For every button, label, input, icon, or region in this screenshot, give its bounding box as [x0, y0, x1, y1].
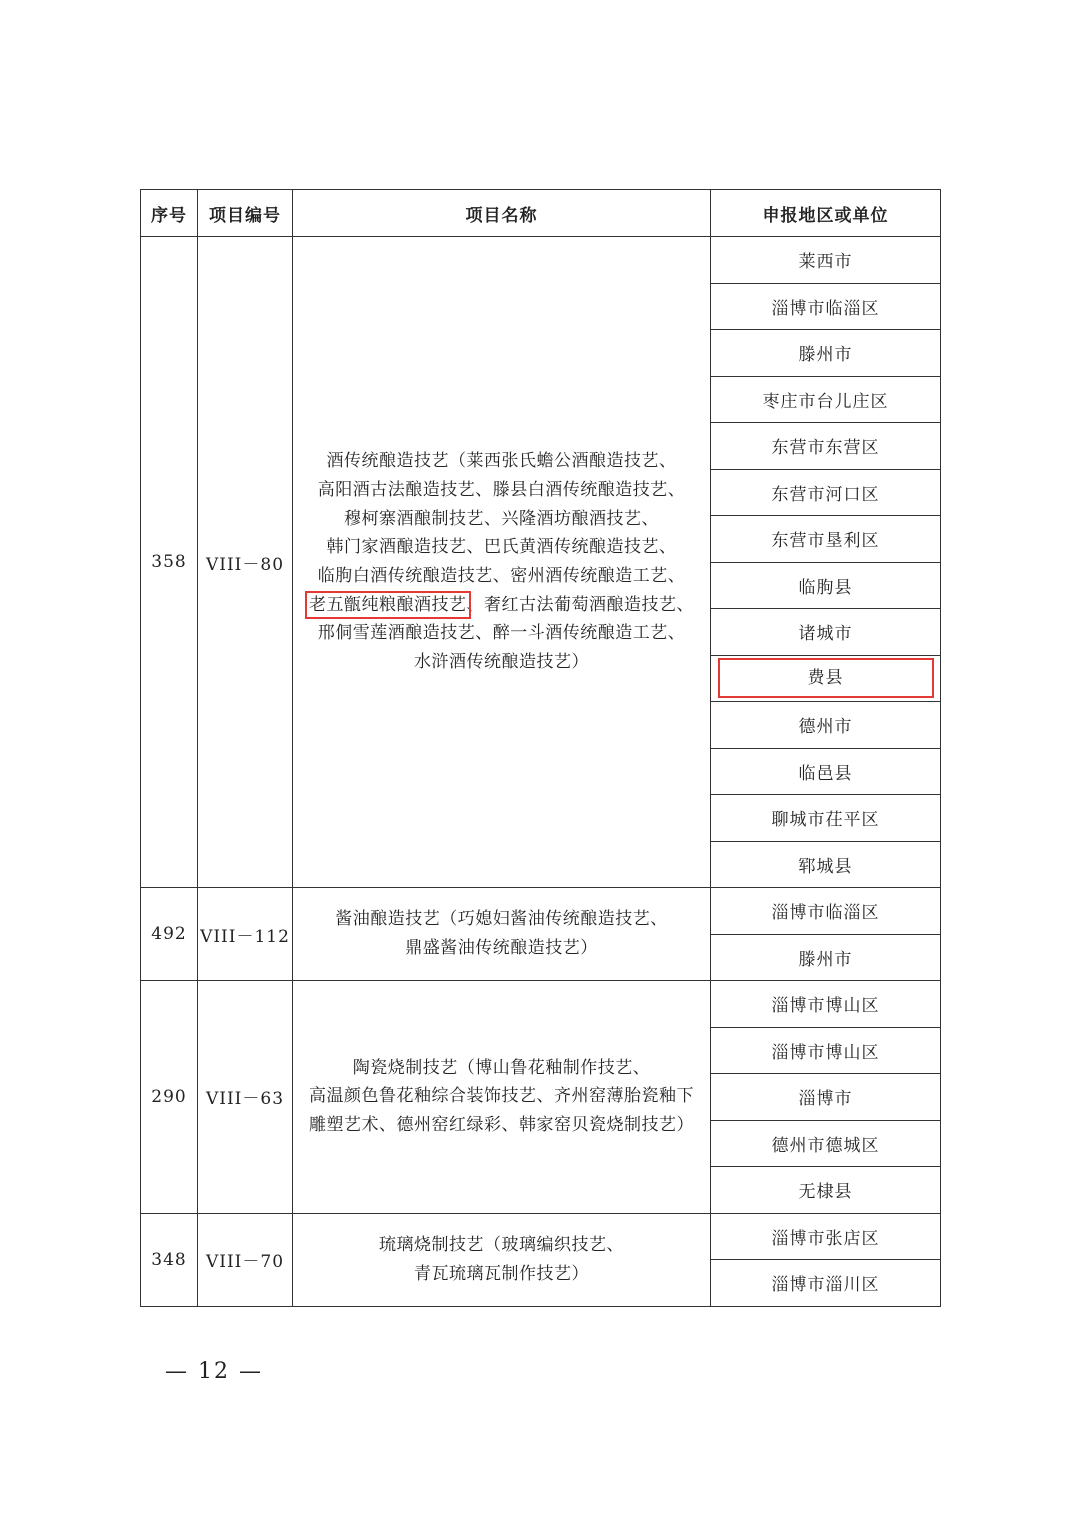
name-line: 雕塑艺术、德州窑红绿彩、韩家窑贝瓷烧制技艺）: [309, 1115, 694, 1136]
region-cell: 无棣县: [711, 1167, 941, 1214]
table-row: [141, 1213, 941, 1260]
table-row: [141, 981, 941, 1028]
name-line: 韩门家酒酿造技艺、巴氏黄酒传统酿造技艺、: [326, 537, 677, 558]
table-header-row: [141, 190, 941, 237]
name-line: 酒传统酿造技艺（莱西张氏蟾公酒酿造技艺、: [326, 451, 677, 472]
region-cell: 德州市德城区: [711, 1120, 941, 1167]
seq-cell: 358: [141, 237, 198, 888]
region-cell: 滕州市: [711, 330, 941, 377]
seq-cell: 348: [141, 1213, 198, 1306]
project-name-cell: [293, 1213, 711, 1306]
name-line: 水浒酒传统酿造技艺）: [414, 652, 589, 673]
name-line: 琉璃烧制技艺（玻璃编织技艺、: [379, 1234, 624, 1255]
table-row: [141, 237, 941, 284]
region-cell: 淄博市淄川区: [711, 1260, 941, 1307]
region-cell: 淄博市张店区: [711, 1213, 941, 1260]
region-cell: 淄博市临淄区: [711, 283, 941, 330]
code-cell: VIII－70: [198, 1213, 293, 1306]
code-cell: VIII－112: [198, 888, 293, 981]
region-cell: 德州市: [711, 702, 941, 749]
highlighted-region: 费县: [718, 658, 934, 698]
region-cell: 莱西市: [711, 237, 941, 284]
name-line: 青瓦琉璃瓦制作技艺）: [414, 1263, 589, 1284]
region-cell: 临邑县: [711, 748, 941, 795]
name-line-rest: 、奢红古法葡萄酒酿造技艺、: [466, 594, 694, 615]
project-name-cell: [293, 888, 711, 981]
name-line: 临朐白酒传统酿造技艺、密州酒传统酿造工艺、: [317, 566, 686, 586]
name-line: 高温颜色鲁花釉综合装饰技艺、齐州窑薄胎瓷釉下: [309, 1086, 694, 1107]
header-name: 项目名称: [293, 190, 711, 237]
region-cell: 聊城市茌平区: [711, 795, 941, 842]
name-line: 邢侗雪莲酒酿造技艺、醉一斗酒传统酿造工艺、: [317, 623, 686, 644]
region-cell: 淄博市博山区: [711, 981, 941, 1028]
name-line: 高阳酒古法酿造技艺、滕县白酒传统酿造技艺、: [317, 479, 686, 500]
heritage-table: [140, 189, 941, 1307]
project-name-cell: [293, 237, 711, 888]
name-line: 穆柯寨酒酿制技艺、兴隆酒坊酿酒技艺、: [344, 508, 659, 529]
header-code: 项目编号: [198, 190, 293, 237]
region-cell: 滕州市: [711, 934, 941, 981]
seq-cell: 492: [141, 888, 198, 981]
header-seq: 序号: [141, 190, 198, 237]
highlighted-project-name: 老五甑纯粮酿酒技艺: [309, 594, 467, 615]
project-name-cell: [293, 981, 711, 1214]
region-cell: 东营市垦利区: [711, 516, 941, 563]
region-cell: 东营市河口区: [711, 469, 941, 516]
region-cell: 淄博市博山区: [711, 1027, 941, 1074]
region-cell: 临朐县: [711, 562, 941, 609]
region-cell-highlighted: [711, 655, 941, 702]
code-cell: VIII－80: [198, 237, 293, 888]
table-row: [141, 888, 941, 935]
region-cell: 郓城县: [711, 841, 941, 888]
header-region: 申报地区或单位: [711, 190, 941, 237]
name-line: 陶瓷烧制技艺（博山鲁花釉制作技艺、: [352, 1057, 651, 1078]
region-cell: 诸城市: [711, 609, 941, 656]
name-line-highlighted: [293, 591, 710, 620]
region-cell: 淄博市临淄区: [711, 888, 941, 935]
code-cell: VIII－63: [198, 981, 293, 1214]
name-line: 酱油酿造技艺（巧媳妇酱油传统酿造技艺、: [335, 909, 668, 930]
region-cell: 枣庄市台儿庄区: [711, 376, 941, 423]
name-line: 鼎盛酱油传统酿造技艺）: [405, 938, 598, 958]
region-cell: 东营市东营区: [711, 423, 941, 470]
seq-cell: 290: [141, 981, 198, 1214]
page-number: — 12 —: [165, 1359, 263, 1384]
region-cell: 淄博市: [711, 1074, 941, 1121]
